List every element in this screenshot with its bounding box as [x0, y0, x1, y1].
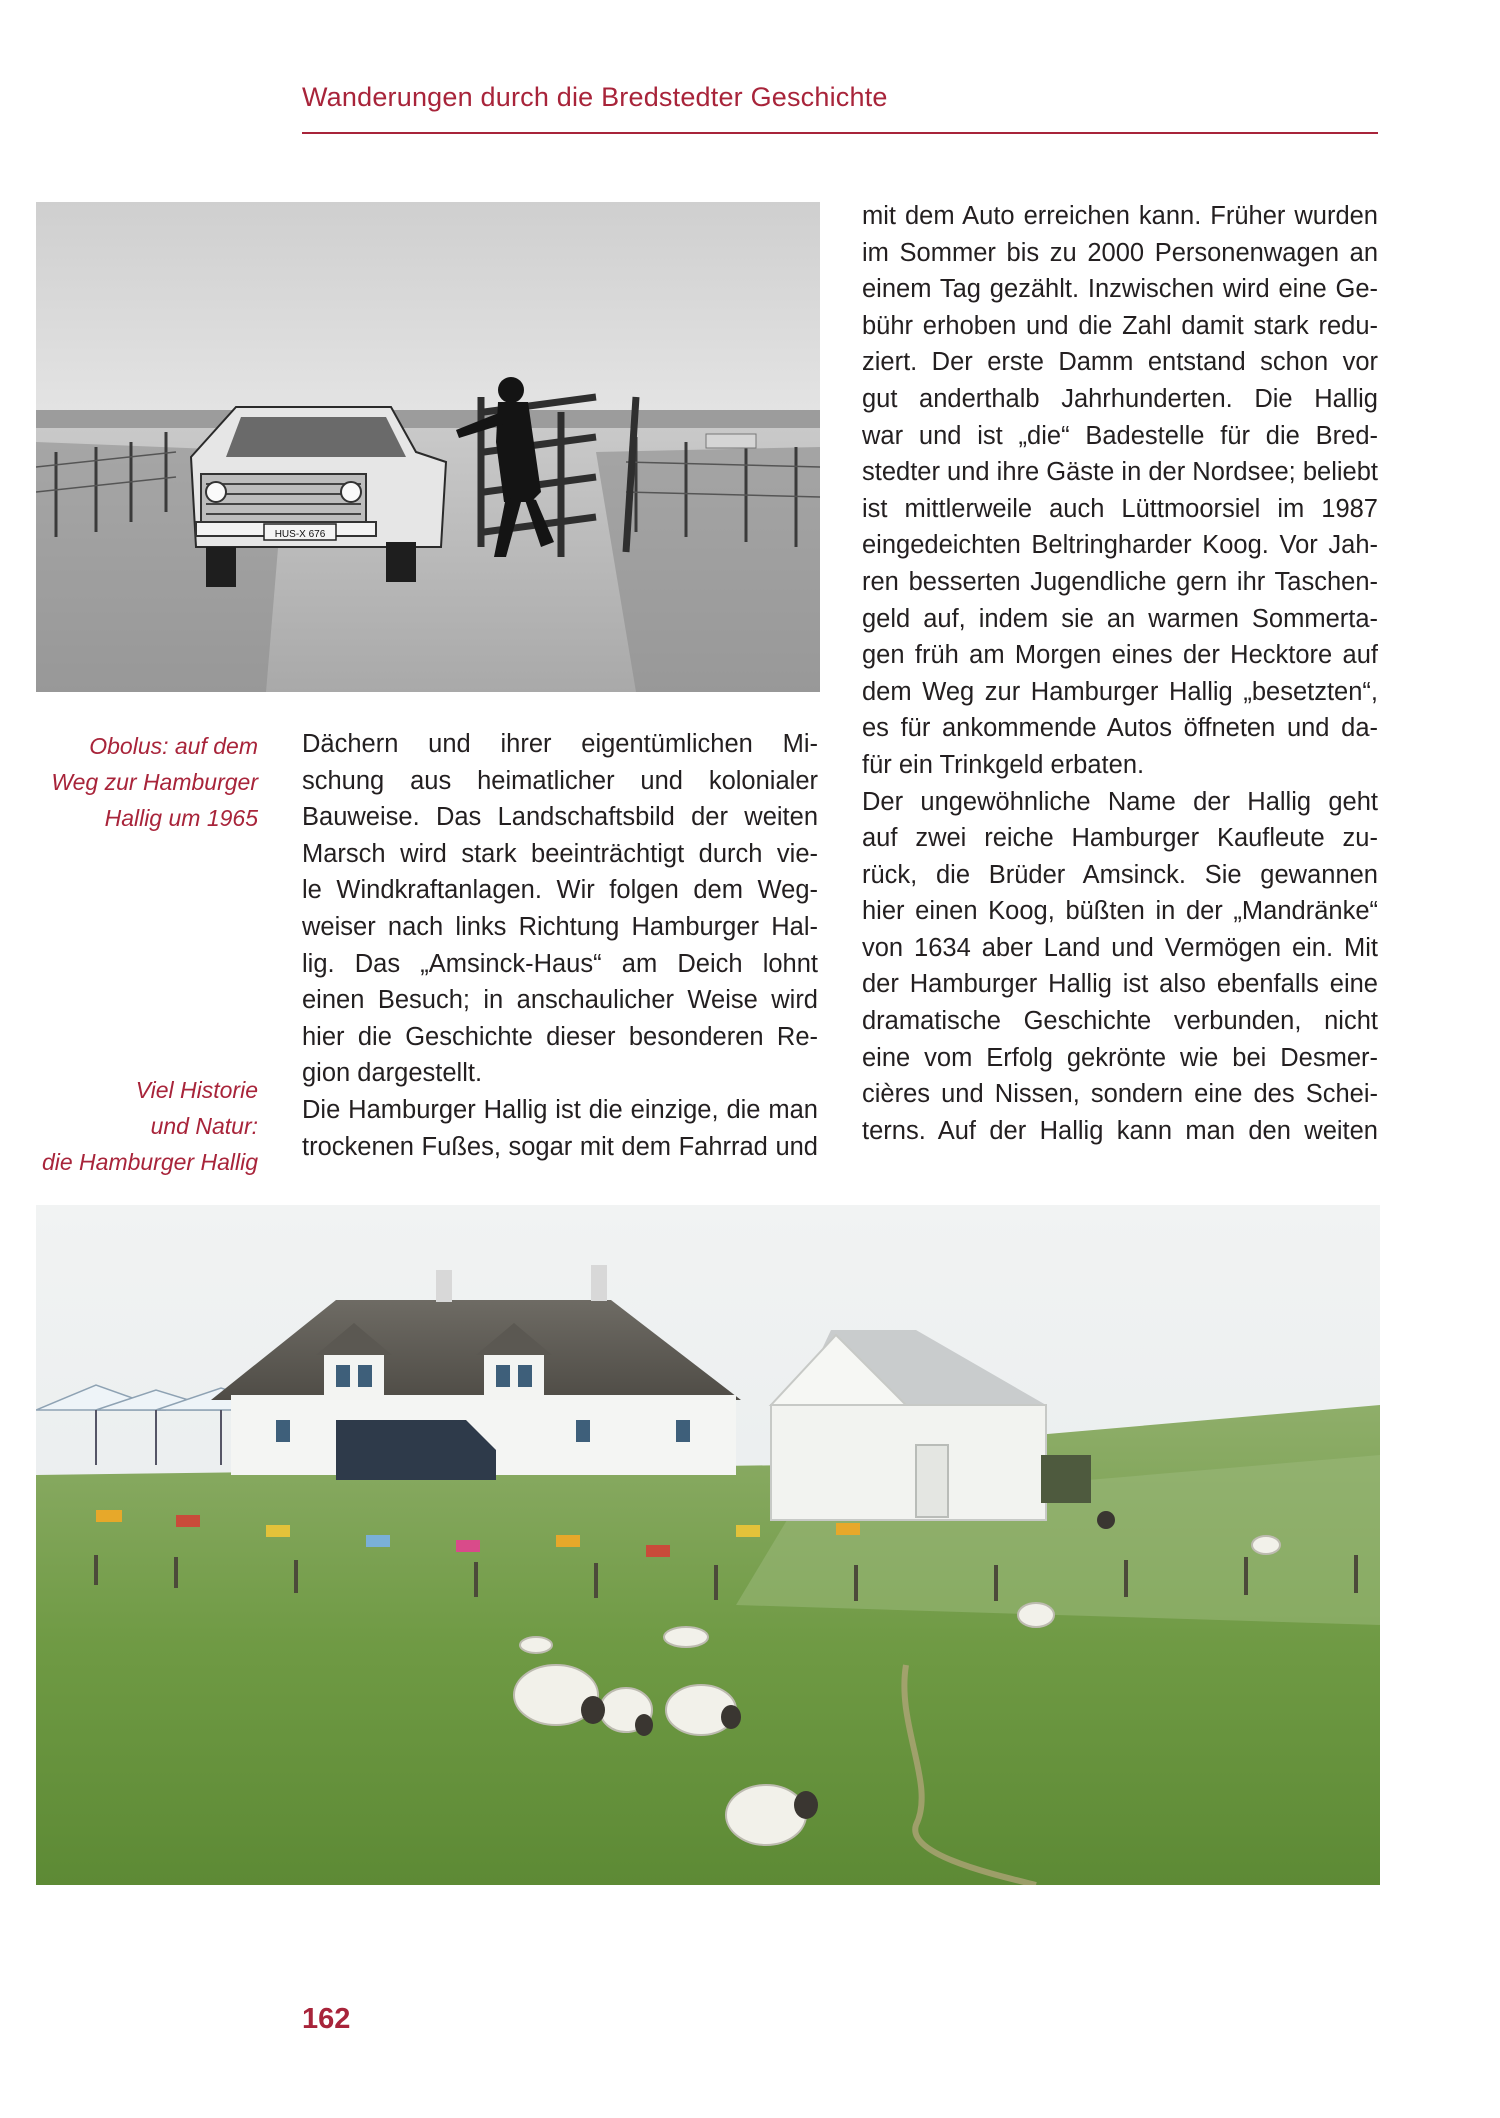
body-line: Der ungewöhnliche Name der Hallig geht: [862, 787, 1378, 816]
body-column-left: [302, 726, 818, 1165]
body-line: gion dargestellt.: [302, 1059, 483, 1088]
body-line: war und ist „die“ Badestelle für die Bred-: [862, 421, 1378, 450]
caption-line: Obolus: auf dem: [89, 733, 258, 759]
body-line: einem Tag gezählt. Inzwischen wird eine Ge-: [862, 275, 1378, 304]
body-line: terns. Auf der Hallig kann man den weiten: [862, 1116, 1378, 1145]
body-line: dem Weg zur Hamburger Hallig „besetzten“,: [862, 677, 1378, 706]
body-line: gen früh am Morgen eines der Hecktore auf: [862, 641, 1378, 670]
body-line: der Hamburger Hallig ist also ebenfalls eine: [862, 970, 1378, 999]
body-line: stedter und ihre Gäste in der Nordsee; beliebt: [862, 458, 1378, 487]
photo-hamburger-hallig-graphic: [36, 1205, 1380, 1885]
body-line: trockenen Fußes, sogar mit dem Fahrrad und: [302, 1132, 818, 1161]
body-line: cières und Nissen, sondern eine des Schei-: [862, 1080, 1378, 1109]
caption-line: Viel Historie: [135, 1077, 258, 1103]
body-line: ren besserten Jugendliche gern ihr Taschen-: [862, 567, 1378, 596]
running-title: Wanderungen durch die Bredstedter Geschichte: [302, 82, 888, 112]
header-rule: [302, 132, 1378, 134]
page-number: 162: [302, 2003, 351, 2035]
body-line: le Windkraftanlagen. Wir folgen dem Weg-: [302, 876, 818, 905]
photo-car-at-gate: [36, 202, 820, 692]
body-line: schung aus heimatlicher und kolonialer: [302, 766, 818, 795]
body-line: ziert. Der erste Damm entstand schon vor: [862, 348, 1378, 377]
license-plate: HUS-X 676: [274, 529, 326, 540]
body-line: im Sommer bis zu 2000 Personenwagen an: [862, 238, 1378, 267]
caption-line: Hallig um 1965: [104, 805, 258, 831]
body-line: gut anderthalb Jahrhunderten. Die Hallig: [862, 384, 1378, 413]
body-line: eingedeichten Beltringharder Koog. Vor Jah-: [862, 531, 1378, 560]
body-line: ist mittlerweile auch Lüttmoorsiel im 1987: [862, 494, 1378, 523]
body-line: Bauweise. Das Landschaftsbild der weiten: [302, 803, 818, 832]
body-line: es für ankommende Autos öffneten und da-: [862, 714, 1378, 743]
body-line: eine vom Erfolg gekrönte wie bei Desmer-: [862, 1043, 1378, 1072]
photo-hamburger-hallig: [36, 1205, 1380, 1885]
body-line: auf zwei reiche Hamburger Kaufleute zu-: [862, 824, 1378, 853]
caption-line: und Natur:: [150, 1113, 258, 1139]
body-line: lig. Das „Amsinck-Haus“ am Deich lohnt: [302, 949, 818, 978]
caption-line: die Hamburger Hallig: [41, 1149, 258, 1175]
body-column-right: [862, 198, 1378, 1149]
body-line: Die Hamburger Hallig ist die einzige, die man: [302, 1095, 818, 1124]
body-line: bühr erhoben und die Zahl damit stark redu-: [862, 311, 1378, 340]
caption-line: Weg zur Hamburger: [51, 769, 258, 795]
caption-bottom-photo: [26, 1072, 258, 1180]
body-line: für ein Trinkgeld erbaten.: [862, 750, 1145, 779]
body-line: einen Besuch; in anschaulicher Weise wird: [302, 986, 818, 1015]
body-line: geld auf, indem sie an warmen Sommerta-: [862, 604, 1378, 633]
caption-top-photo: [26, 728, 258, 836]
photo-car-at-gate-graphic: [36, 202, 820, 692]
body-line: weiser nach links Richtung Hamburger Hal-: [302, 912, 818, 941]
body-line: hier einen Koog, büßten in der „Mandränke“: [862, 897, 1378, 926]
body-line: Dächern und ihrer eigentümlichen Mi-: [302, 730, 818, 758]
body-line: dramatische Geschichte verbunden, nicht: [862, 1007, 1378, 1036]
body-line: mit dem Auto erreichen kann. Früher wurden: [862, 202, 1378, 230]
body-line: von 1634 aber Land und Vermögen ein. Mit: [862, 933, 1378, 962]
body-line: hier die Geschichte dieser besonderen Re-: [302, 1022, 818, 1051]
body-line: Marsch wird stark beeinträchtigt durch vie-: [302, 839, 818, 868]
body-line: rück, die Brüder Amsinck. Sie gewannen: [862, 860, 1378, 889]
